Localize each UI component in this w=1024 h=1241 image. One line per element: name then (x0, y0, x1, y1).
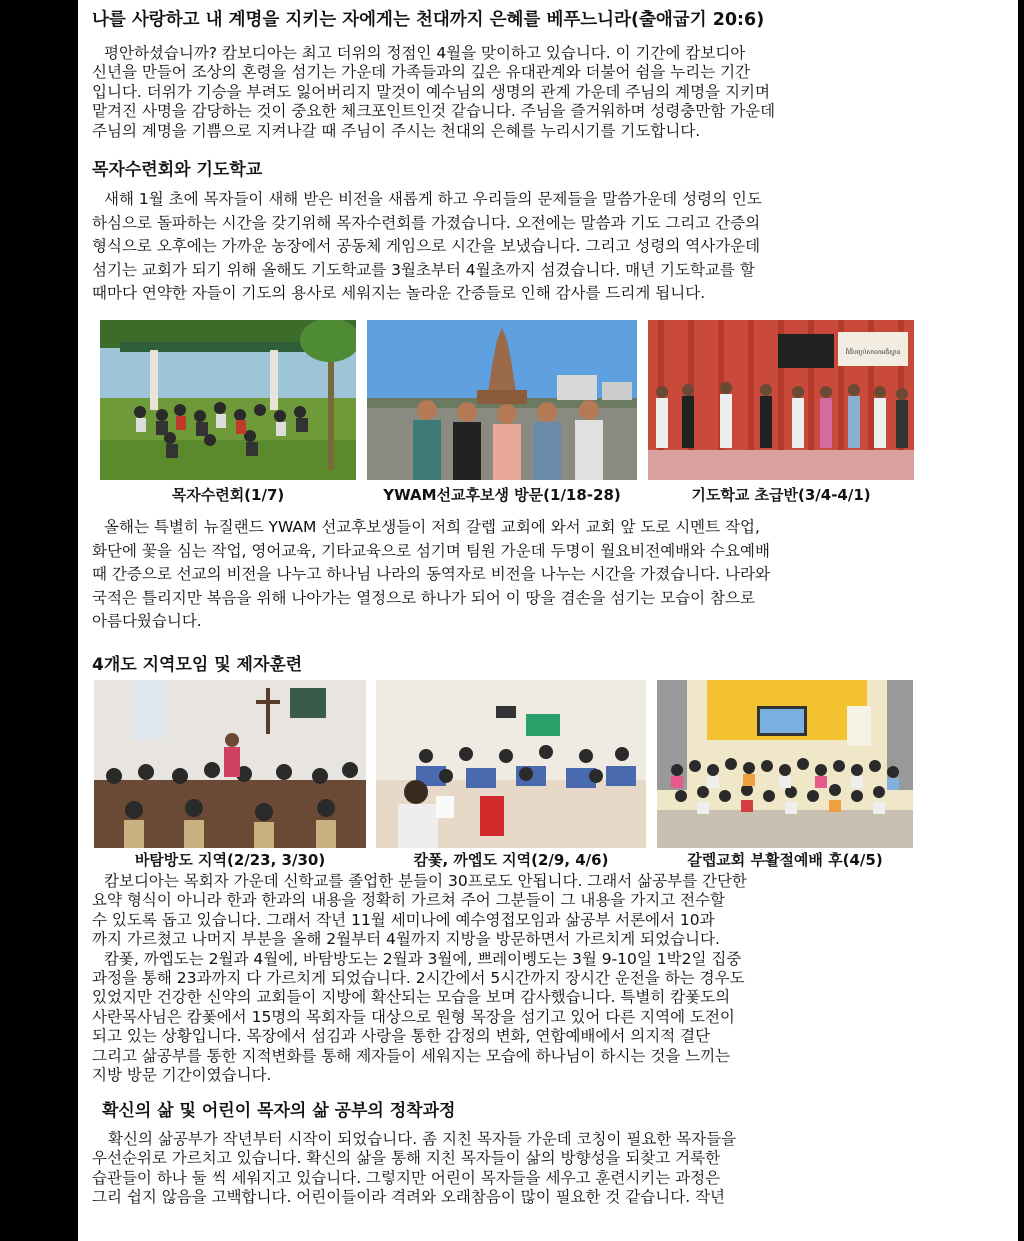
photo-caption: 갈렙교회 부활절예배 후(4/5) (687, 851, 883, 869)
retreat-paragraph (92, 188, 908, 306)
text-line: 까지 가르쳤고 나머지 부분을 올해 2월부터 4월까지 지방을 방문하면서 가르치게 되었습니다. (92, 930, 720, 949)
text-line: 맡겨진 사명을 감당하는 것이 중요한 체크포인트인것 같습니다. 주님을 즐거워하며 성령충만함 가운데 (92, 102, 776, 121)
text-line: 새해 1월 초에 목자들이 새해 받은 비전을 새롭게 하고 우리들의 문제들을 말씀가운데 성령의 인도 (104, 190, 762, 208)
regional-paragraph (92, 872, 908, 1085)
assurance-paragraph (92, 1130, 908, 1208)
text-line: 되고 있는 상황입니다. 목장에서 섬김과 사랑을 통한 감정의 변화, 연합예배에서 의지적 결단 (92, 1027, 711, 1046)
text-line: 확신의 삶공부가 작년부터 시작이 되었습니다. 좀 지친 목자들 가운데 코칭이 필요한 목자들을 (108, 1130, 737, 1148)
section-heading-retreat: 목자수련회와 기도학교 (92, 160, 263, 180)
text-line: 아름다웠습니다. (92, 612, 202, 631)
section-heading-regional: 4개도 지역모임 및 제자훈련 (92, 655, 303, 675)
text-line: 올해는 특별히 뉴질랜드 YWAM 선교후보생들이 저희 갈렙 교회에 와서 교회 앞 도로 시멘트 작업, (104, 518, 760, 536)
text-line: 우선순위로 가르치고 있습니다. 확신의 삶을 통해 지친 목자들이 삶의 방향성을 되찾고 거룩한 (92, 1149, 721, 1168)
photo-caption: 기도학교 초급반(3/4-4/1) (691, 486, 871, 504)
text-line: 그리 쉽지 않음을 고백합니다. 어린이들이라 격려와 오래참음이 많이 필요한 것 같습니다. 작년 (92, 1188, 726, 1207)
text-line: 과정을 통해 23과까지 다 가르치게 되었습니다. 2시간에서 5시간까지 장시간 운전을 하는 경우도 (92, 968, 745, 987)
text-line: 수 있도록 돕고 있습니다. 그래서 작년 11월 세미나에 예수영접모임과 삶공부 서론에서 10과 (92, 910, 715, 929)
text-line: 신년을 만들어 조상의 혼령을 섬기는 가운데 가족들과의 깊은 유대관계와 더불어 쉼을 누리는 기간 (92, 63, 751, 82)
text-line: 지방 방문 기간이였습니다. (92, 1065, 272, 1084)
text-line: 그리고 삶공부를 통한 지적변화를 통해 제자들이 세워지는 모습에 하나님이 하시는 것을 느끼는 (92, 1046, 731, 1065)
photo-caption: 캄퐃, 까엡도 지역(2/9, 4/6) (413, 851, 609, 869)
text-line: 습관들이 하나 둘 씩 세워지고 있습니다. 그렇지만 어린이 목자들을 세우고 훈련시키는 과정은 (92, 1168, 721, 1187)
text-line: 평안하셨습니까? 캄보디아는 최고 더위의 정점인 4월을 맞이하고 있습니다. 이 기간에 캄보디아 (104, 44, 746, 62)
text-line: 때 간증으로 선교의 비전을 나누고 하나님 나라의 동역자로 비전을 나누는 시간을 가졌습니다. 나라와 (92, 565, 770, 584)
text-line: 섬기는 교회가 되기 위해 올해도 기도학교를 3월초부터 4월초까지 섬겼습니다. 매년 기도학교를 할 (92, 260, 755, 279)
photo-caption: YWAM선교후보생 방문(1/18-28) (383, 486, 621, 504)
intro-paragraph (92, 44, 908, 141)
text-line: 입니다. 더위가 기승을 부려도 잃어버리지 말것이 예수님의 생명의 관계 가운데 주님의 계명을 지키며 (92, 82, 770, 101)
text-line: 하심으로 돌파하는 시간을 갖기위해 목자수련회를 가졌습니다. 오전에는 말씀과 기도 그리고 간증의 (92, 213, 761, 232)
text-line: 주님의 계명을 기쁨으로 지켜나갈 때 주님이 주시는 천대의 은혜를 누리시기를 기도합니다. (92, 121, 701, 140)
retreat-photo (100, 320, 356, 480)
text-line: 캄퐃, 까엡도는 2월과 4월에, 바탐방도는 2월과 3월에, 쁘레이벵도는 3월 9-10일 1박2일 집중 (104, 949, 742, 968)
banner-text: ពិធីបញ្ចប់សាលាអធិស្ឋាន (845, 349, 901, 356)
newsletter-page (78, 0, 1018, 1241)
easter-service-photo (657, 680, 913, 848)
text-line: 캄보디아는 목회자 가운데 신학교를 졸업한 분들이 30프로도 안됩니다. 그래서 삶공부를 간단한 (104, 872, 747, 890)
battambang-photo (94, 680, 366, 848)
text-line: 형식으로 오후에는 가까운 농장에서 공동체 게임으로 시간을 보냈습니다. 그리고 성령의 역사가운데 (92, 237, 761, 256)
text-line: 국적은 틀리지만 복음을 위해 나아가는 열정으로 하나가 되어 이 땅을 겸손을 섬기는 모습이 참으로 (92, 588, 755, 607)
prayer-school-photo (648, 320, 914, 480)
text-line: 때마다 연약한 자들이 기도의 용사로 세워지는 놀라운 간증들로 인해 감사를 드리게 됩니다. (92, 284, 706, 303)
text-line: 요약 형식이 아니라 한과 한과의 내용을 정확히 가르쳐 주어 그분들이 그 내용을 가지고 전수할 (92, 891, 726, 910)
section-heading-assurance: 확신의 삶 및 어린이 목자의 삶 공부의 정착과정 (102, 1101, 456, 1121)
kampot-kep-photo (376, 680, 646, 848)
text-line: 사란목사님은 캄퐃에서 15명의 목회자들 대상으로 원형 목장을 섬기고 있어 다른 지역에 도전이 (92, 1007, 735, 1026)
ywam-visit-photo (367, 320, 637, 480)
ywam-paragraph (92, 516, 908, 634)
photo-caption: 바탐방도 지역(2/23, 3/30) (134, 851, 326, 869)
text-line: 화단에 꽃을 심는 작업, 영어교육, 기타교육으로 섬기며 팀원 가운데 두명이 월요비전예배와 수요예배 (92, 541, 770, 560)
photo-caption: 목자수련회(1/7) (171, 486, 285, 504)
text-line: 있었지만 건강한 신약의 교회들이 지방에 확산되는 모습을 보며 감사했습니다. 특별히 캄퐃도의 (92, 988, 731, 1007)
page-title: 나를 사랑하고 내 계명을 지키는 자에게는 천대까지 은혜를 베푸느니라(출애굽기 20:6) (92, 10, 765, 30)
